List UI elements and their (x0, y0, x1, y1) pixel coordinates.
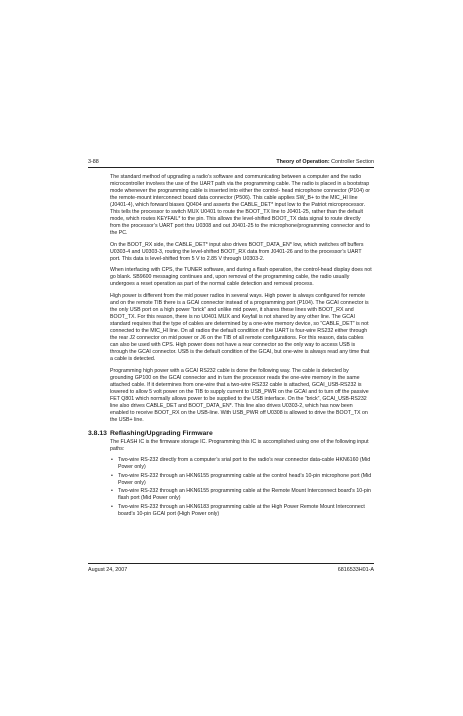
section-number: 3.8.13 (88, 429, 107, 437)
list-item (110, 457, 372, 471)
page-header (88, 158, 374, 167)
header-title (276, 158, 374, 167)
list-item (110, 488, 372, 502)
input-path-list (110, 457, 372, 518)
page-footer (88, 566, 374, 575)
bullet-icon: • (111, 456, 113, 463)
list-item-text: Two-wire RS-232 through an HKN6155 programming cable at the control head’s 10-pin microphone port (Mid Power only) (118, 472, 372, 486)
list-item-text: Two-wire RS-232 directly from a computer’s srial port to the radio’s rear connector data-cable HKN6160 (Mid Power only) (118, 456, 371, 471)
footer-date: August 24, 2007 (88, 567, 128, 573)
bullet-icon: • (111, 472, 113, 479)
body-paragraph: High power is different from the mid power radios in several ways. High power is always configured for remote and on the remote TIB there is a GCAI connector instead of a programming port (P104). The GCAI connector is the only USB port on a high power “brick” and unlike mid power, it shares these lines with BOOT_RX and BOOT_TX. For this reason, there is no U0401 MUX and Keyfail is not shared by any other line. The GCAI standard requires that the type of cables are determined by a one-wire memory device, so “CABLE_DET” is not connected to the MIC_HI line. On all radios the default condition of the UART is four-wire RS232 either through the rear J2 connector on mid power or J6 on the TIB of all remote configurations. For this reason, data cables can also be used with CPS. High power does not have a rear connector so the only way to access USB is through the GCAI connector. USB is the default condition of the GCAI, but one-wire is always read any time that a cable is detected. (110, 292, 370, 363)
header-title-rest: Controller Section (329, 159, 374, 165)
list-item (110, 504, 372, 518)
section-heading (88, 429, 372, 438)
body-paragraph: On the BOOT_RX side, the CABLE_DET* input also drives BOOT_DATA_EN* low, which switches off buffers U0303-4 and U0303-3, routing the level-shifted BOOT_RX data from J0401-26 and to the processor’s UART port. This data is level-shifted from 5 V to 2.85 V through U0303-2. (110, 241, 364, 262)
footer-divider (88, 563, 374, 564)
header-divider (88, 167, 374, 168)
body-paragraph: The standard method of upgrading a radio’s software and communicating between a computer and the radio microcontroller involves the use of the UART path via the programming cable. The radio is placed in a bootstrap mode whenever the programming cable is inserted into either the control- head microphone connector (P104) or the remote-mount interconnect board data connector (P506). This cable applies SW_B+ to the MIC_HI line (J0401-4), which forward biases Q0404 and asserts the CABLE_DET* input low to the Patriot microprocessor. This tells the processor to switch MUX U0401 to route the BOOT_TX line to J0401-25, rather than the default mode, which routes KEYFAIL* to the pin. This allows the level-shifted BOOT_TX data signal to route directly from the processor’s UART port thru U0308 and out J0401-25 to the microphone/programming connector and to the PC. (110, 174, 371, 237)
list-item-text: Two-wire RS-232 through an HKN6155 programming cable at the Remote Mount Interconnect board’s 10-pin flash port (Mid Power only) (118, 488, 371, 502)
list-item (110, 473, 372, 487)
section-title: Reflashing/Upgrading Firmware (110, 429, 213, 437)
header-title-bold: Theory of Operation: (276, 159, 330, 165)
page-body (88, 174, 372, 520)
list-item-text: Two-wire RS-232 through an HKN6183 programming cable at the High Power Remote Mount Interconnect board’s 10-pin GCAI port (High Power only) (118, 504, 365, 518)
section-intro: The FLASH IC is the firmware storage IC. Programming this IC is accomplished using one of the following input paths: (110, 438, 369, 452)
body-paragraph: When interfacing with CPS, the TUNER software, and during a flash operation, the control-head display does not go blank. SB9600 messaging continues and, upon removal of the programming cable, the radio usually undergoes a reset operation as part of the normal cable detection and removal process. (110, 267, 372, 288)
page-number: 3-88 (88, 159, 99, 165)
bullet-icon: • (111, 488, 113, 495)
footer-doc-number: 6816533H01-A (337, 567, 374, 573)
bullet-icon: • (111, 504, 113, 511)
body-paragraph: Programming high power with a GCAI RS232 cable is done the following way. The cable is detected by grounding GP100 on the GCAI connector and in turn the processor reads the one-wire memory in the same attached cable. If it determines from one-wire that a two-wire RS232 cable is attached, GCAI_USB-RS232 is lowered to allow 5 volt power on the TIB to supply current to USB_PWR on the GCAI and to turn off the passive FET Q801 which normally allows power to be supplied to the USB interface. On the “brick”, GCAI_USB-RS232 line also drives CABLE_DET and BOOT_DATA_EN*. This line also drives U0303-2, which has now been enabled to receive BOOT_RX on the USB-line. With USB_PWR off U0308 is allowed to drive the BOOT_TX on the USB+ line. (110, 367, 369, 424)
